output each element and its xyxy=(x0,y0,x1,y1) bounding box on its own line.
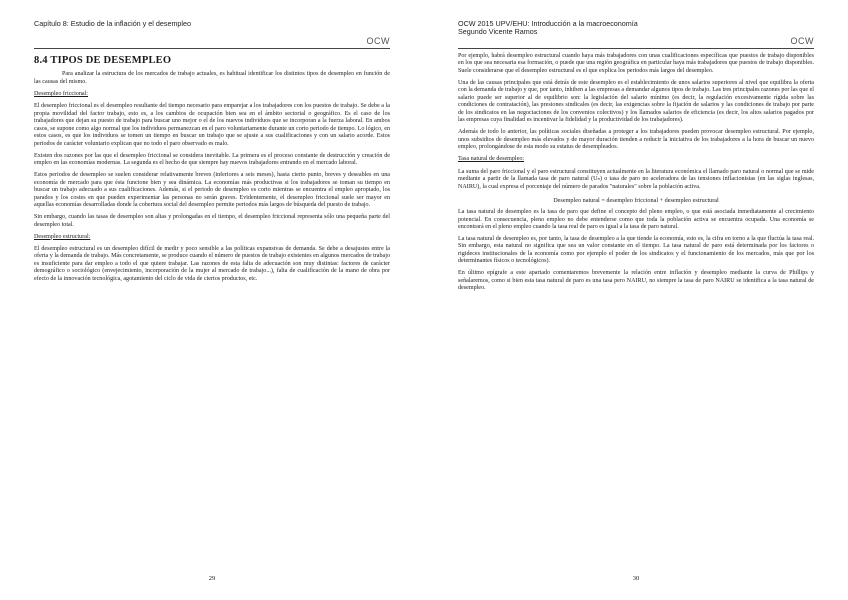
course-header xyxy=(458,20,814,36)
paragraph: Sin embargo, cuando las tasas de desempleo son altas y prolongadas en el tiempo, el desempleo friccional representa sólo una pequeña parte del desempleo total. xyxy=(34,214,390,228)
subheading-friccional: Desempleo friccional: xyxy=(34,90,88,97)
paragraph: La tasa natural de desempleo es la tasa de paro que define el concepto del pleno empleo, o que está asociada inmediatamente al crecimiento potencial. En consecuencia, pleno empleo no debe entenderse como que toda la población activa se encuentra ocupada. Una economía se encontrará en el pleno empleo cuando la tasa real de paro es igual a la tasa de paro natural. xyxy=(458,209,814,230)
intro-paragraph: Para analizar la estructura de los mercados de trabajo actuales, es habitual identificar los distintos tipos de desempleo en función de las causas del mismo. xyxy=(34,71,390,85)
subheading-estructural: Desempleo estructural: xyxy=(34,233,91,240)
ocw-logo: OCW xyxy=(366,36,390,46)
page-number: 30 xyxy=(632,575,640,582)
header-divider xyxy=(458,48,814,49)
page-number: 29 xyxy=(208,575,216,582)
right-content xyxy=(458,53,814,297)
paragraph: Estos periodos de desempleo se suelen considerar relativamente breves (inferiores a seis meses), hasta cierto punto, breves y deseables en una economía de mercado para que ésta funcione bien y sea dinámica. La economías más productivas si los trabajadores se toman su tiempo en buscar un trabajo adecuado a sus cualificaciones. Además, si el periodo de desempleo es corto mientras se encuentra el empleo apropiado, los parados y los costes en que pueden experimentar las personas no serán graves. Evidentemente, el desempleo friccional suele ser mayor en aquellas economías desarrolladas donde la cobertura social del desempleo permite periodos más largos de búsqueda del puesto de trabajo. xyxy=(34,172,390,209)
course-title: OCW 2015 UPV/EHU: Introducción a la macroeconomía xyxy=(458,19,638,28)
paragraph: La tasa natural de desempleo es, por tanto, la tasa de desempleo a la que tiende la economía, esto es, la cifra en torno a la que fluctúa la tasa real. Sin embargo, esta natural no significa que sea un valor constante en el tiempo. La tasa natural de paro está determinada por los factores o rigideces institucionales de la economía como por ejemplo el poder de los sindicatos y el funcionamiento de los mercados, más que por los determinantes físicos o tecnológicos). xyxy=(458,236,814,265)
equation: Desempleo natural = desempleo friccional + desempleo estructural xyxy=(553,197,719,205)
left-content xyxy=(34,53,390,288)
paragraph: Por ejemplo, habrá desempleo estructural cuando haya más trabajadores con unas cualificaciones específicas que puestos de trabajo disponibles en los que sea necesaria esa formación, o puede que una región geográfica en particular haya más trabajadores que puestos de trabajo disponibles. Suele considerarse que el desempleo estructural es el que explica los periodos más largos del desempleo. xyxy=(458,53,814,74)
paragraph: El desempleo friccional es el desempleo resultante del tiempo necesario para emparejar a los trabajadores con los puestos de trabajo. Se debe a la propia movilidad del factor trabajo, esto es, a los cambios de ocupación bien sea en el ámbito sectorial o geográfico. Es el caso de los trabajadores que dejan su puesto de trabajo para buscar uno mejor o el de los nuevos individuos que se incorporan a la fuerza laboral. En ambos casos, se supone como algo normal que los individuos permanezcan en el paro voluntariamente durante un corto periodo de tiempo. Lo lógico, en estos casos, es que los individuos se tomen un tiempo en buscar un trabajo que se ajuste a sus cualificaciones y con un salario acorde. Estos periodos de carácter voluntario explican que no todo el paro observado es malo. xyxy=(34,103,390,147)
paragraph: Una de las causas principales que está detrás de este desempleo es el establecimiento de unos salarios superiores al nivel que equilibra la oferta con la demanda de trabajo y que, por tanto, inhiben a las empresas a demandar algunos tipos de trabajo. Las tres principales razones por las que el salario puede ser superior al de equilibrio son: la legislación del salario mínimo (es decir, la regulación excesivamente rígida sobre las condiciones de contratación), las presiones sindicales (es decir, las exigencias sobre la fijación de salarios y las condiciones de trabajo por parte de los sindicatos en las negociaciones de los convenios colectivos) y los llamados salarios de eficiencia (es decir, los altos salarios pagados por las empresas cuya finalidad es incentivar la fidelidad y la productividad de los trabajadores). xyxy=(458,79,814,124)
chapter-header: Capítulo 8: Estudio de la inflación y el desempleo xyxy=(34,19,192,28)
paragraph: Existen dos razones por las que el desempleo friccional se considera inevitable. La primera es el proceso constante de destrucción y creación de empleo en las economías modernas. La segunda es el hecho de que siempre hay nuevos trabajadores entrando en el mercado laboral. xyxy=(34,152,390,167)
author-name: Segundo Vicente Ramos xyxy=(458,27,538,36)
paragraph: El desempleo estructural es un desempleo difícil de medir y poco sensible a las políticas expansivas de demanda. Se debe a desajustes entre la oferta y la demanda de trabajo. Más concretamente, se produce cuando el número de puestos de trabajo existentes en algunos mercados de trabajo es insuficiente para dar empleo a todo el que quiere trabajar. Las razones de esta falta de adecuación son muy distintas: factores de carácter demográfico o sociológico (envejecimiento, incorporación de la mujer al mercado de trabajo...), falta de cualificación de la mano de obra por efecto de la innovación tecnológica, agotamiento del ciclo de vida de ciertos productos, etc. xyxy=(34,246,390,282)
paragraph: Además de todo lo anterior, las políticas sociales diseñadas a proteger a los trabajadores pueden provocar desempleo estructural. Por ejemplo, unos subsidios de desempleo más elevados y de mayor duración tienden a reducir la iniciativa de los trabajadores a la hora de buscar un nuevo empleo, prolongándose de esta modo su estatus de desempleados. xyxy=(458,129,814,151)
paragraph: La suma del paro friccional y el paro estructural constituyen actualmente en la literatura económica el llamado paro natural o normal que se mide mediante a partir de la llamada tasa de paro natural (Uₙ) o tasa de paro no aceleradora de las tensiones inflacionistas (en las siglas inglesas, NAIRU), la cual expresa el porcentaje del número de parados "naturales" sobre la población activa. xyxy=(458,168,814,190)
ocw-logo: OCW xyxy=(790,36,814,46)
subheading-tasa-natural: Tasa natural de desempleo: xyxy=(458,156,525,163)
section-title: 8.4 TIPOS DE DESEMPLEO xyxy=(34,55,172,66)
header-divider xyxy=(34,48,390,49)
paragraph: En último epígrafe a este apartado comentaremos brevemente la relación entre inflación y desempleo mediante la curva de Phillips y señalaremos, como si bien esta tasa natural de paro es una tasa pero NAIRU, no siempre la tasa de paro NAIRU se identifica a la tasa natural de desempleo. xyxy=(458,270,814,292)
right-page xyxy=(424,0,848,600)
